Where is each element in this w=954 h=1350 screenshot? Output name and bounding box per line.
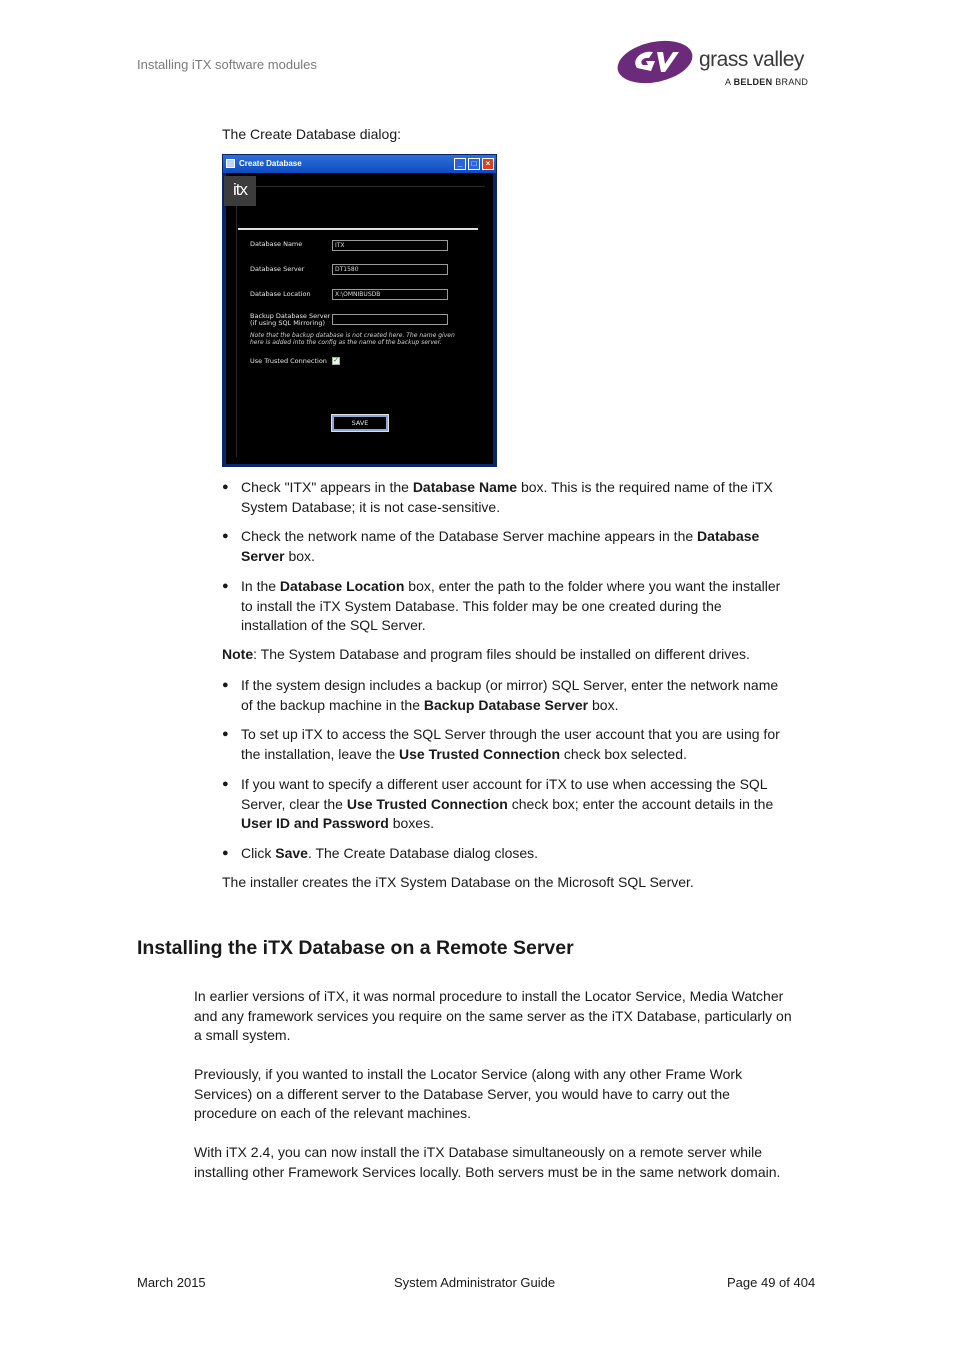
logo-subline: A BELDEN BRAND bbox=[725, 77, 809, 87]
footer-title: System Administrator Guide bbox=[394, 1275, 556, 1290]
bullet-icon: ● bbox=[222, 679, 229, 691]
dialog-divider bbox=[238, 228, 478, 230]
database-server-label: Database Server bbox=[250, 265, 305, 273]
close-icon[interactable]: × bbox=[482, 158, 494, 170]
paragraph: Previously, if you wanted to install the Locator Service (along with any other Frame Work Services) on a different server to the Database Server, you would have to carry out the procedure on each of the relevant machines. bbox=[194, 1066, 743, 1121]
backup-server-input[interactable] bbox=[332, 314, 448, 325]
footer-date: March 2015 bbox=[137, 1275, 206, 1290]
trusted-connection-checkbox[interactable]: ✓ bbox=[333, 357, 339, 364]
list-item: Check "ITX" appears in the Database Name box. This is the required name of the iTX System Database; it is not case-sensitive. bbox=[241, 479, 773, 515]
list-item: If you want to specify a different user account for iTX to use when accessing the SQL Server, clear the Use Trusted Connection check box; enter the account details in the User ID and Password boxes. bbox=[241, 776, 774, 831]
database-name-input[interactable]: ITX bbox=[332, 240, 448, 251]
paragraph: With iTX 2.4, you can now install the iTX Database simultaneously on a remote server while installing other Framework Services locally. Both servers must be in the same network domain. bbox=[194, 1144, 781, 1180]
backup-note-line-1: Note that the backup database is not created here. The name given bbox=[250, 332, 455, 339]
grass-valley-logo bbox=[615, 38, 820, 90]
bullet-icon: ● bbox=[222, 847, 229, 859]
dialog-intro: The Create Database dialog: bbox=[222, 126, 401, 142]
list-item: To set up iTX to access the SQL Server through the user account that you are using for the installation, leave the Use Trusted Connection check box selected. bbox=[241, 726, 780, 762]
bullet-icon: ● bbox=[222, 481, 229, 493]
dialog-titlebar bbox=[223, 155, 496, 173]
list-item: If the system design includes a backup (or mirror) SQL Server, enter the network name of the backup machine in the Backup Database Server box. bbox=[241, 677, 779, 713]
dialog-title: Create Database bbox=[239, 159, 302, 168]
paragraph: In earlier versions of iTX, it was normal procedure to install the Locator Service, Media Watcher and any framework services you require on the same server as the iTX Database, particularly on a small system. bbox=[194, 988, 792, 1043]
minimize-icon[interactable]: _ bbox=[454, 158, 466, 170]
backup-server-label: Backup Database Server bbox=[250, 312, 331, 320]
footer-page-number: Page 49 of 404 bbox=[727, 1275, 816, 1290]
backup-server-sublabel: (if using SQL Mirroring) bbox=[250, 319, 325, 327]
bullet-icon: ● bbox=[222, 778, 229, 790]
closing-paragraph: The installer creates the iTX System Database on the Microsoft SQL Server. bbox=[222, 874, 694, 890]
maximize-icon[interactable]: □ bbox=[468, 158, 480, 170]
list-item: Check the network name of the Database Server machine appears in the Database Server box. bbox=[241, 528, 760, 564]
section-heading: Installing the iTX Database on a Remote Server bbox=[137, 937, 574, 959]
logo-wordmark: grass valley bbox=[699, 48, 804, 71]
database-name-label: Database Name bbox=[250, 240, 303, 248]
save-button[interactable]: SAVE bbox=[332, 415, 388, 431]
gv-emblem-icon bbox=[615, 38, 695, 86]
bullet-icon: ● bbox=[222, 580, 229, 592]
note-paragraph: Note: The System Database and program files should be installed on different drives. bbox=[222, 646, 750, 662]
running-header: Installing iTX software modules bbox=[137, 57, 317, 72]
itx-logo-badge: itx bbox=[224, 176, 256, 206]
list-item: Click Save. The Create Database dialog closes. bbox=[241, 845, 539, 861]
backup-note-line-2: here is added into the config as the name of the backup server. bbox=[250, 339, 442, 346]
database-server-input[interactable]: DT1580 bbox=[332, 264, 448, 275]
app-icon bbox=[226, 159, 235, 168]
list-item: In the Database Location box, enter the path to the folder where you want the installer to install the iTX System Database. This folder may be one created during the installation of the SQL Server. bbox=[241, 578, 781, 633]
bullet-icon: ● bbox=[222, 530, 229, 542]
trusted-connection-label: Use Trusted Connection bbox=[250, 357, 327, 365]
bullet-icon: ● bbox=[222, 728, 229, 740]
database-location-label: Database Location bbox=[250, 290, 311, 298]
database-location-input[interactable]: X:\OMNIBUSDB bbox=[332, 289, 448, 300]
